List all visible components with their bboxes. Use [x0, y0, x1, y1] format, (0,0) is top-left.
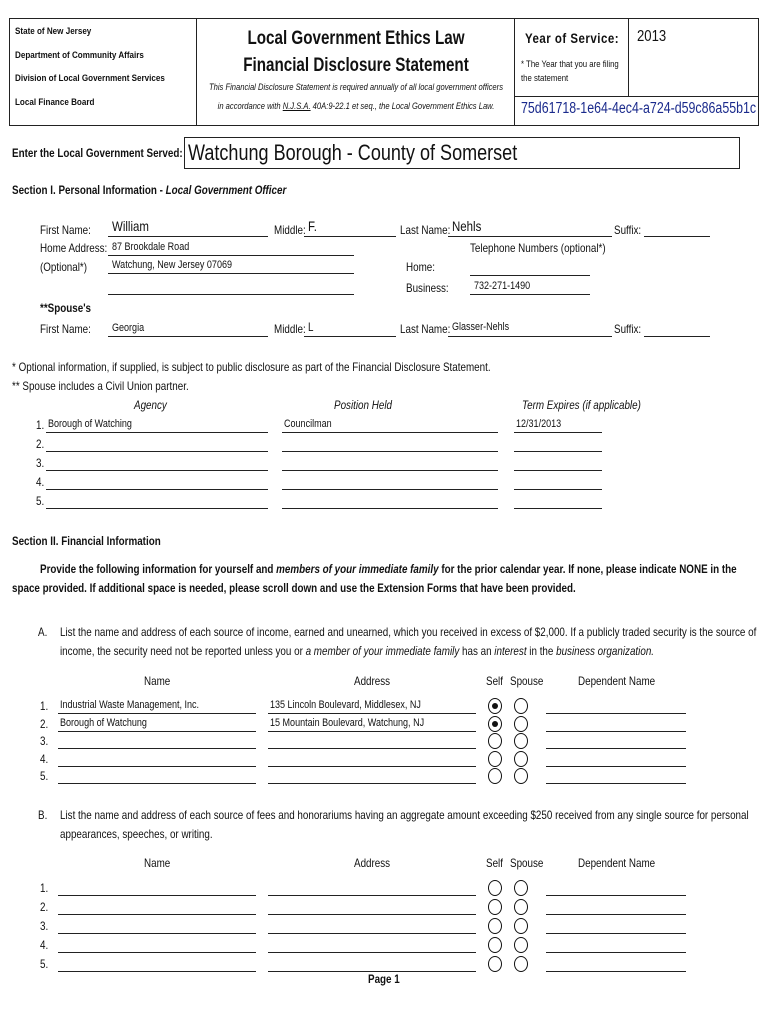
income-name-field[interactable] [58, 766, 256, 767]
spouse-last-name-value: Glasser-Nehls [452, 321, 510, 333]
spouse-first-name-field[interactable] [108, 336, 268, 337]
home-phone-field[interactable] [470, 275, 590, 276]
form-subtitle: Financial Disclosure Statement [243, 55, 469, 76]
income-spouse-radio[interactable] [514, 698, 528, 714]
fees-col-address: Address [354, 856, 391, 870]
middle-value: F. [308, 218, 317, 234]
section1-title-b: Local Government Officer [165, 183, 287, 197]
home-phone-label: Home: [406, 260, 435, 274]
income-address-value: 15 Mountain Boulevard, Watchung, NJ [270, 716, 425, 729]
year-value[interactable]: 2013 [637, 28, 667, 45]
fees-row-number: 5. [40, 957, 49, 971]
part-b-label: B. [38, 808, 48, 822]
spouse-suffix-label: Suffix: [614, 322, 642, 336]
fees-self-radio[interactable] [488, 956, 502, 972]
a-text-2a: income, the security need not be reported unless you or [60, 644, 306, 658]
address-field-1[interactable] [108, 255, 354, 256]
first-name-value: William [112, 218, 149, 234]
spouse-last-name-field[interactable] [448, 336, 612, 337]
position-row-number: 1. [36, 418, 45, 432]
fees-row-number: 3. [40, 919, 49, 933]
position-row-number: 3. [36, 456, 45, 470]
position-held-value: Councilman [284, 418, 332, 430]
income-self-radio[interactable] [488, 768, 502, 784]
address-field-2[interactable] [108, 273, 354, 274]
served-value: Watchung Borough - County of Somerset [188, 140, 518, 165]
a-text-2c: has an [459, 644, 495, 658]
part-a-text-1: List the name and address of each source of income, earned and unearned, which you received in excess of $2,000. If a publicly traded security is the source of [60, 625, 757, 639]
telephone-label: Telephone Numbers (optional*) [470, 241, 606, 255]
income-address-field[interactable] [268, 713, 476, 714]
suffix-field[interactable] [644, 236, 710, 237]
section2-title: Section II. Financial Information [12, 534, 161, 548]
last-name-field[interactable] [448, 236, 612, 237]
income-address-field[interactable] [268, 748, 476, 749]
fees-spouse-radio[interactable] [514, 918, 528, 934]
spouse-last-name-label: Last Name: [400, 322, 451, 336]
income-spouse-radio[interactable] [514, 716, 528, 732]
fees-self-radio[interactable] [488, 918, 502, 934]
fees-name-field[interactable] [58, 971, 256, 972]
a-text-2f: business organization. [556, 644, 655, 658]
spouse-first-name-label: First Name: [40, 322, 91, 336]
fees-address-field[interactable] [268, 914, 476, 915]
fees-row-number: 2. [40, 900, 49, 914]
fees-col-dependent: Dependent Name [578, 856, 656, 870]
agency-line-division: Division of Local Government Services [15, 73, 165, 84]
fees-address-field[interactable] [268, 933, 476, 934]
year-block [515, 18, 759, 126]
position-term-field[interactable] [514, 432, 602, 433]
income-col-self: Self [486, 674, 503, 688]
fees-col-name: Name [144, 856, 171, 870]
spouse-middle-value: L [308, 320, 314, 334]
agency-line-board: Local Finance Board [15, 97, 95, 108]
first-name-label: First Name: [40, 223, 91, 237]
last-name-label: Last Name: [400, 223, 451, 237]
fees-spouse-radio[interactable] [514, 937, 528, 953]
fees-dependent-field[interactable] [546, 971, 686, 972]
section1-title [12, 183, 286, 197]
address-line-2: Watchung, New Jersey 07069 [112, 259, 233, 271]
optional-label: (Optional*) [40, 260, 88, 274]
statute-ref: N.J.S.A. [282, 101, 311, 112]
fees-self-radio[interactable] [488, 899, 502, 915]
position-held-field[interactable] [282, 470, 498, 471]
income-name-field[interactable] [58, 731, 256, 732]
position-held-field[interactable] [282, 432, 498, 433]
income-self-radio[interactable] [488, 698, 502, 714]
position-agency-field[interactable] [46, 451, 268, 452]
intro-b: members of your immediate family [276, 562, 439, 576]
income-col-address: Address [354, 674, 391, 688]
income-col-dependent: Dependent Name [578, 674, 656, 688]
fees-row-number: 1. [40, 881, 49, 895]
income-dependent-field[interactable] [546, 713, 686, 714]
section2-intro-1 [40, 562, 737, 576]
position-agency-field[interactable] [46, 432, 268, 433]
income-spouse-radio[interactable] [514, 733, 528, 749]
income-address-field[interactable] [268, 783, 476, 784]
middle-field[interactable] [304, 236, 396, 237]
page-number: Page 1 [368, 972, 400, 986]
position-agency-field[interactable] [46, 489, 268, 490]
business-phone-value: 732-271-1490 [474, 280, 531, 292]
fees-dependent-field[interactable] [546, 933, 686, 934]
income-name-field[interactable] [58, 783, 256, 784]
a-text-2e: in the [526, 644, 557, 658]
a-text-2b: a member of your immediate family [305, 644, 460, 658]
note-spouse: ** Spouse includes a Civil Union partner. [12, 379, 189, 393]
business-phone-field[interactable] [470, 294, 590, 295]
home-address-label: Home Address: [40, 241, 108, 255]
first-name-field[interactable] [108, 236, 268, 237]
income-self-radio[interactable] [488, 716, 502, 732]
business-phone-label: Business: [406, 281, 449, 295]
position-held-field[interactable] [282, 508, 498, 509]
fees-name-field[interactable] [58, 914, 256, 915]
agency-block [9, 18, 197, 126]
position-agency-value: Borough of Watching [48, 418, 132, 430]
income-self-radio[interactable] [488, 733, 502, 749]
address-line-1: 87 Brookdale Road [112, 241, 190, 253]
intro-a: Provide the following information for yourself and [40, 562, 277, 576]
section1-title-a: Section I. Personal Information - [12, 183, 166, 197]
income-spouse-radio[interactable] [514, 751, 528, 767]
income-row-number: 2. [40, 716, 49, 731]
col-term: Term Expires (if applicable) [522, 398, 641, 412]
fees-dependent-field[interactable] [546, 914, 686, 915]
form-note-2a: in accordance with [217, 101, 283, 112]
year-note: * The Year that you are filing the statement [521, 59, 619, 84]
position-term-field[interactable] [514, 470, 602, 471]
position-agency-field[interactable] [46, 470, 268, 471]
income-dependent-field[interactable] [546, 766, 686, 767]
position-row-number: 5. [36, 494, 45, 508]
income-dependent-field[interactable] [546, 748, 686, 749]
income-row-number: 5. [40, 769, 49, 783]
income-self-radio[interactable] [488, 751, 502, 767]
section2-intro-2: space provided. If additional space is needed, please scroll down and use the Extension Forms that have been provided. [12, 581, 576, 595]
position-held-field[interactable] [282, 451, 498, 452]
col-agency: Agency [134, 398, 167, 412]
income-row-number: 1. [40, 699, 49, 713]
income-address-field[interactable] [268, 766, 476, 767]
position-agency-field[interactable] [46, 508, 268, 509]
address-field-3[interactable] [108, 294, 354, 295]
col-position: Position Held [334, 398, 392, 412]
fees-dependent-field[interactable] [546, 895, 686, 896]
document-id: 75d61718-1e64-4ec4-a724-d59c86a55b1c [521, 100, 757, 117]
fees-address-field[interactable] [268, 952, 476, 953]
fees-col-self: Self [486, 856, 503, 870]
agency-line-state: State of New Jersey [15, 26, 92, 37]
form-note-2b: 40A:9-22.1 et seq., the Local Government Ethics Law. [310, 101, 495, 112]
income-dependent-field[interactable] [546, 783, 686, 784]
income-name-value: Borough of Watchung [60, 716, 147, 729]
fees-spouse-radio[interactable] [514, 880, 528, 896]
spouse-first-name-value: Georgia [112, 322, 145, 334]
part-b-text-2: appearances, speeches, or writing. [60, 827, 213, 841]
spouse-middle-label: Middle: [274, 322, 306, 336]
fees-row-number: 4. [40, 938, 49, 952]
fees-self-radio[interactable] [488, 880, 502, 896]
fees-dependent-field[interactable] [546, 952, 686, 953]
income-name-field[interactable] [58, 713, 256, 714]
fees-spouse-radio[interactable] [514, 899, 528, 915]
form-note-1: This Financial Disclosure Statement is required annually of all local government officers [208, 82, 504, 93]
last-name-value: Nehls [452, 218, 482, 234]
income-address-field[interactable] [268, 731, 476, 732]
income-row-number: 3. [40, 734, 49, 748]
served-label: Enter the Local Government Served: [12, 146, 183, 160]
fees-address-field[interactable] [268, 895, 476, 896]
position-term-field[interactable] [514, 508, 602, 509]
fees-spouse-radio[interactable] [514, 956, 528, 972]
position-term-field[interactable] [514, 451, 602, 452]
fees-col-spouse: Spouse [510, 856, 544, 870]
position-row-number: 2. [36, 437, 45, 451]
position-term-field[interactable] [514, 489, 602, 490]
part-a-text-2 [60, 644, 654, 658]
note-optional: * Optional information, if supplied, is subject to public disclosure as part of the Financial Disclosure Statement. [12, 360, 491, 374]
year-label: Year of Service: [525, 30, 620, 46]
income-row-number: 4. [40, 751, 49, 766]
position-row-number: 4. [36, 475, 45, 489]
form-title: Local Government Ethics Law [247, 28, 465, 49]
fees-name-field[interactable] [58, 952, 256, 953]
fees-name-field[interactable] [58, 895, 256, 896]
year-divider [515, 96, 759, 97]
middle-label: Middle: [274, 223, 306, 237]
income-dependent-field[interactable] [546, 731, 686, 732]
part-a-label: A. [38, 625, 48, 639]
fees-self-radio[interactable] [488, 937, 502, 953]
part-b-text-1: List the name and address of each source of fees and honorariums having an aggregate amount exceeding $250 received from any single source for personal [60, 808, 749, 822]
position-term-value: 12/31/2013 [516, 418, 562, 430]
spouse-label: **Spouse's [40, 301, 92, 315]
intro-c: for the prior calendar year. If none, please indicate NONE in the [438, 562, 737, 576]
income-spouse-radio[interactable] [514, 768, 528, 784]
position-held-field[interactable] [282, 489, 498, 490]
income-address-value: 135 Lincoln Boulevard, Middlesex, NJ [270, 699, 421, 711]
agency-line-dept: Department of Community Affairs [15, 50, 144, 61]
title-block [197, 18, 515, 126]
suffix-label: Suffix: [614, 223, 642, 237]
form-note-2 [197, 101, 515, 112]
income-col-name: Name [144, 674, 171, 688]
spouse-suffix-field[interactable] [644, 336, 710, 337]
fees-name-field[interactable] [58, 933, 256, 934]
spouse-middle-field[interactable] [304, 336, 396, 337]
income-col-spouse: Spouse [510, 674, 544, 688]
a-text-2d: interest [494, 644, 527, 658]
income-name-field[interactable] [58, 748, 256, 749]
income-name-value: Industrial Waste Management, Inc. [60, 699, 200, 711]
